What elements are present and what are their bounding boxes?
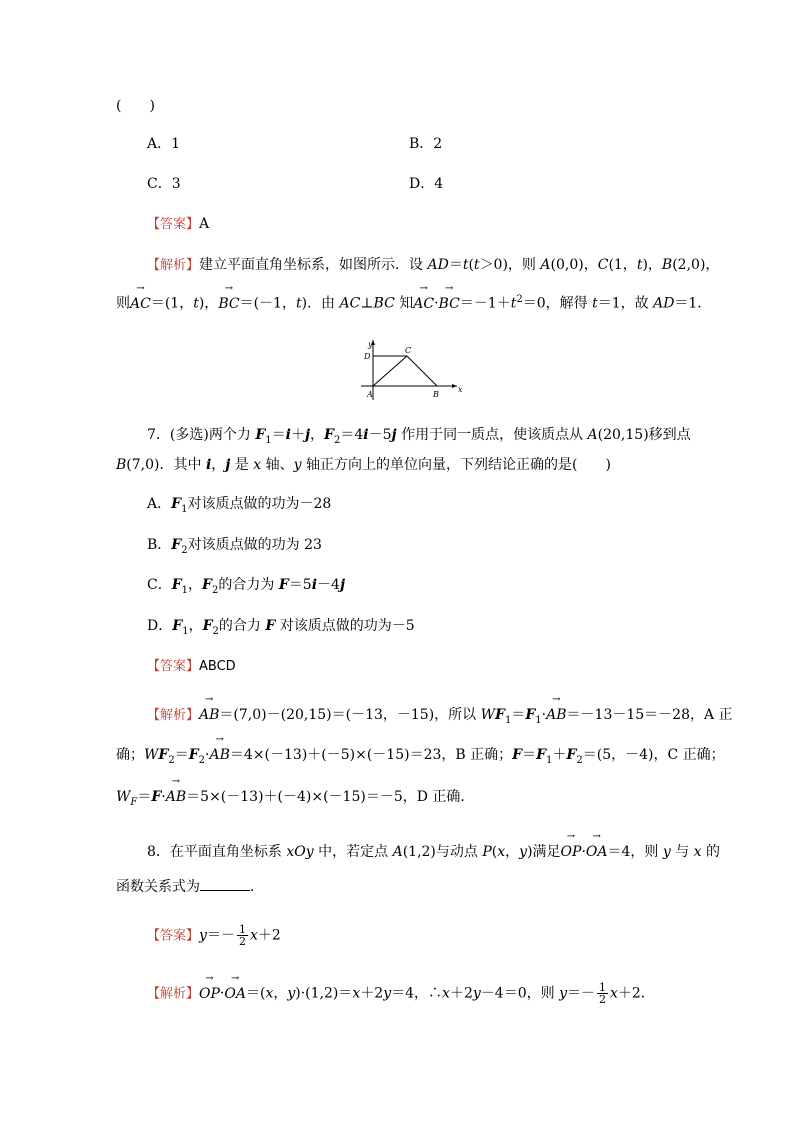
q7-analysis-line1: 【解析】→ AB＝(7,0)－(20,15)＝(－13，－15)，所以 $WF_1=F_1\cdot\to AB=-13-15=-28$，A 正 — [147, 705, 733, 731]
answer-tag: 【答案】 — [147, 659, 200, 674]
q6-analysis-line1: 【解析】建立平面直角坐标系，如图所示．设 AD＝t(t＞0)，则 A(0,0)，C(1，t)，B(2,0)， — [147, 257, 720, 273]
q6-analysis-line2: 则→ AC＝(1，t)，→ BC＝(－1，t)．由 AC⊥BC 知→ $AC\cdot\to BC=-1+t^2=0$，解得 t＝1，故 AD＝1． — [116, 290, 711, 314]
q7-option-c: C．$F_1$，$F_2$的合力为 F＝5i－4j — [147, 577, 346, 596]
q8-analysis: 【解析】→ OP·→ OA＝(x，y)·(1,2)＝x＋2y＝4，∴x＋2y－4＝0，则 y＝－ $\frac{1}{2}$ x＋2． — [147, 982, 655, 1005]
point-a-label: A — [367, 390, 373, 399]
q7-analysis-line3: $W_F=F\cdot\to AB=5\times(-13)+(-4)\times(-15)=-5$，D 正确． — [116, 787, 474, 813]
q7-stem-line2: B(7,0)．其中 i，j 是 x 轴、y 轴正方向上的单位向量，下列结论正确的是( ) — [116, 457, 611, 473]
y-axis-label: y — [368, 340, 373, 349]
q7-option-d: D．$F_1$，$F_2$的合力 F 对该质点做的功为－5 — [147, 618, 415, 637]
analysis-tag: 【解析】 — [147, 986, 200, 1002]
q6-answer: 【答案】A — [147, 216, 210, 232]
point-c-label: C — [405, 346, 412, 355]
trapezoid-diagram — [355, 338, 465, 404]
analysis-tag: 【解析】 — [147, 258, 200, 273]
point-b-label: B — [433, 390, 439, 399]
q7-stem-line1: 7．(多选)两个力 $F_1=i+j$，$F_2=4i-5j$ 作用于同一质点，使该质点从 A(20,15)移到点 — [147, 427, 691, 446]
q7-option-a: A．$F_1$对该质点做的功为－28 — [147, 496, 332, 515]
q8-stem-line2: 函数关系式为 ． — [116, 876, 264, 897]
analysis-tag: 【解析】 — [147, 708, 200, 723]
q6-option-a: A．1 — [147, 136, 181, 152]
q6-option-c: C．3 — [147, 176, 181, 192]
q7-option-b: B．$F_2$对该质点做的功为 23 — [147, 537, 322, 556]
answer-tag: 【答案】 — [147, 217, 200, 232]
q6-paren: ( ) — [116, 98, 155, 114]
answer-blank — [200, 876, 250, 891]
q8-stem-line1: 8．在平面直角坐标系 xOy 中，若定点 A(1,2)与动点 P(x，y)满足→ OP·→ OA＝4，则 y 与 x 的 — [147, 842, 720, 862]
q8-answer: 【答案】y＝－ $\frac{1}{2}$ x＋2 — [147, 923, 281, 948]
x-axis-label: x — [458, 385, 463, 394]
q6-option-b: B．2 — [409, 136, 443, 152]
q7-analysis-line2: 确；$WF_2=F_2\cdot\to AB=4\times(-13)+(-5)\times(-15)=23$，B 正确；$F=F_1+F_2=(5$，－4)，C 正确； — [116, 745, 725, 771]
answer-tag: 【答案】 — [147, 928, 200, 944]
q6-option-d: D．4 — [409, 176, 444, 192]
point-d-label: D — [364, 352, 371, 361]
q7-answer: 【答案】ABCD — [147, 659, 236, 674]
